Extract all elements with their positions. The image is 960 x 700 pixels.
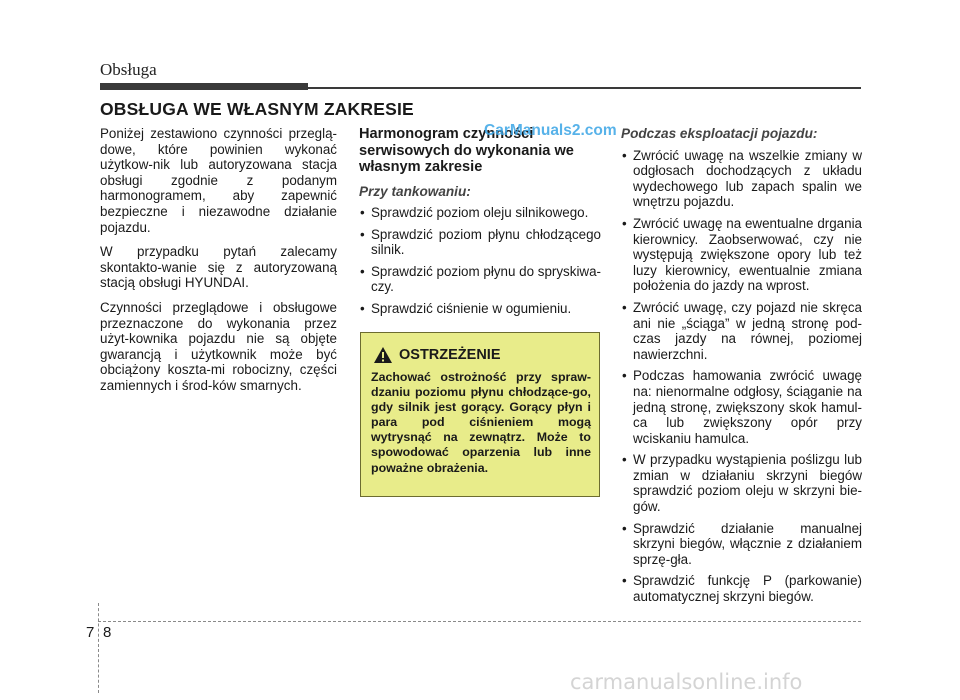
list-item: • Sprawdzić działanie manualnej skrzyni biegów, włącznie z działaniem sprzę-gła. (621, 521, 862, 568)
column-schedule (359, 126, 601, 323)
list-item: • Zwrócić uwagę na ewentualne drgania kierownicy. Zaobserwować, czy nie występują zwiększone opory lub też luzy kierownicy, ewentualnie zmiana położenia do jazdy na wprost. (621, 216, 862, 294)
footer-site-link[interactable]: carmanualsonline.info (570, 670, 803, 694)
warning-box (360, 332, 600, 497)
warning-text: Zachować ostrożność przy spraw-dzaniu poziomu płynu chłodzące-go, gdy silnik jest gorący. Gorący płyn i para pod ciśnieniem mogą wytrysnąć na zewnątrz. Może to spowodować oparzenia lub inne poważne obrażenia. (371, 370, 591, 475)
refueling-subtitle: Przy tankowaniu: (359, 183, 471, 199)
section-title: OBSŁUGA WE WŁASNYM ZAKRESIE (100, 99, 414, 119)
operation-subtitle: Podczas eksploatacji pojazdu: (621, 126, 818, 141)
header-rule (308, 87, 861, 89)
chapter-number: 7 (86, 624, 95, 641)
list-item: • Podczas hamowania zwrócić uwagę na: nienormalne odgłosy, ściąganie na jedną stronę, zwiększony skok hamul-ca lub zwiększony opór przy wciskaniu hamulca. (621, 368, 862, 446)
list-item: • Sprawdzić poziom płynu chłodzącego silnik. (359, 227, 601, 258)
footer-horizontal-divider (98, 621, 861, 622)
intro-paragraph: Poniżej zestawiono czynności przeglą-dowe, które powinien wykonać użytkow-nik lub autoryzowana stacja obsługi zgodnie z podanym harmonogramem, aby zapewnić bezpieczne i niezawodne działanie pojazdu. (100, 126, 337, 235)
warning-title: OSTRZEŻENIE (399, 347, 501, 363)
list-item: • Sprawdzić poziom oleju silnikowego. (359, 205, 601, 221)
watermark-link[interactable]: CarManuals2.com (484, 122, 617, 139)
warning-header (373, 346, 501, 364)
list-item: • Sprawdzić ciśnienie w ogumieniu. (359, 301, 601, 317)
intro-paragraph: Czynności przeglądowe i obsługowe przeznaczone do wykonania przez użyt-kownika pojazdu nie są objęte gwarancją i użytkownik może być obciążony koszta-mi robocizny, części zamiennych i środ-ków smarnych. (100, 299, 337, 393)
intro-paragraph: W przypadku pytań zalecamy skontakto-wanie się z autoryzowaną stacją obsługi HYUNDAI. (100, 244, 337, 291)
page-header-title: Obsługa (100, 60, 157, 79)
column-intro (100, 126, 337, 403)
list-item: • Sprawdzić funkcję P (parkowanie) automatycznej skrzyni biegów. (621, 573, 862, 604)
list-item: • Zwrócić uwagę, czy pojazd nie skręca ani nie „ściąga” w jedną stronę pod-czas jazdy na równej, poziomej nawierzchni. (621, 300, 862, 362)
list-item: • Sprawdzić poziom płynu do spryskiwa-czy. (359, 264, 601, 295)
column-operation (621, 126, 862, 611)
warning-triangle-icon (373, 346, 393, 364)
page-number: 8 (103, 624, 112, 641)
refueling-list (359, 205, 601, 317)
operation-list (621, 148, 862, 605)
list-item: • Zwrócić uwagę na wszelkie zmiany w odgłosach dochodzących z układu wydechowego lub zapach spalin we wnętrzu pojazdu. (621, 148, 862, 210)
header-bar (100, 83, 308, 90)
list-item: • W przypadku wystąpienia poślizgu lub zmian w działaniu skrzyni biegów sprawdzić poziom oleju w skrzyni bie-gów. (621, 452, 862, 514)
footer-vertical-divider (98, 603, 99, 693)
schedule-title: Harmonogram czynności serwisowych do wykonania we własnym zakresie (359, 126, 574, 175)
